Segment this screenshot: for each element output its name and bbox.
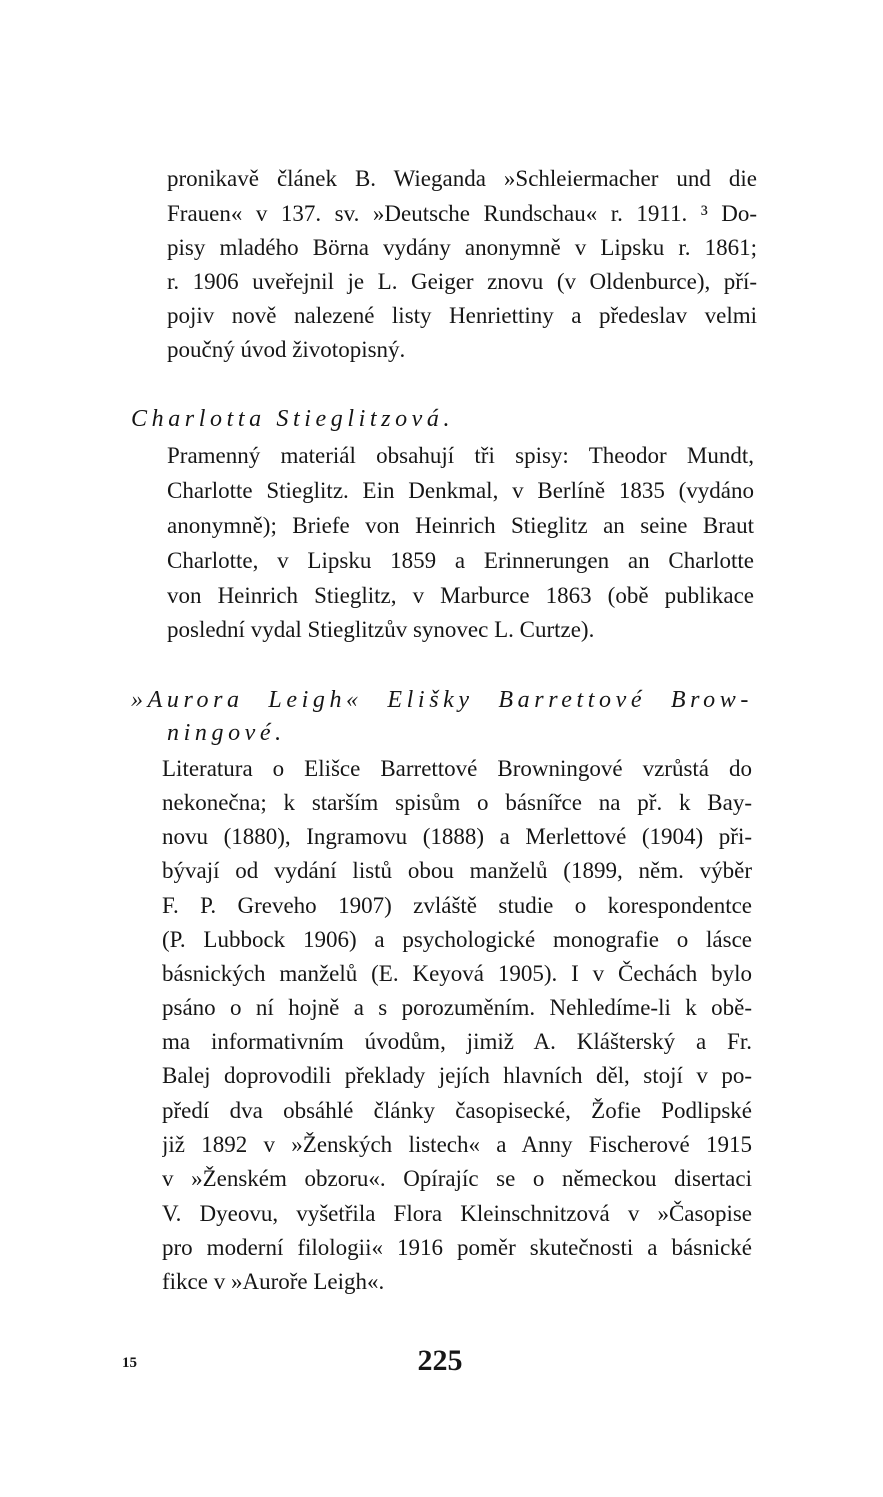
section-heading-stieglitzova: Charlotta Stieglitzová. [131,406,455,432]
section-heading-aurora-leigh-line-2: ningové. [167,720,286,746]
section-2-line-3: anonymně); Briefe von Heinrich Stieglitz an seine Braut [167,513,754,538]
section-3-line-1: Literatura o Elišce Barrettové Browningové vzrůstá do [162,756,752,781]
page-number: 225 [417,1344,463,1377]
section-2-line-2: Charlotte Stieglitz. Ein Denkmal, v Berlíně 1835 (vydáno [167,478,754,503]
section-2-line-6: poslední vydal Stieglitzův synovec L. Curtze). [167,617,595,642]
section-3-line-10: Balej doprovodili překlady jejích hlavních děl, stojí v po- [162,1063,752,1088]
section-3-line-11: předí dva obsáhlé články časopisecké, Žofie Podlipské [162,1098,752,1123]
section-3-line-15: pro moderní filologii« 1916 poměr skutečnosti a básnické [162,1235,752,1260]
section-heading-aurora-leigh-line-1: »Aurora Leigh« Elišky Barrettové Brow- [131,687,753,713]
section-3-line-16: fikce v »Auroře Leigh«. [162,1269,385,1294]
paragraph-1-line-2: Frauen« v 137. sv. »Deutsche Rundschau« r. 1911. ³ Do- [167,201,757,226]
section-3-line-9: ma informativním úvodům, jimiž A. Klášterský a Fr. [162,1029,752,1054]
paragraph-1-line-6: poučný úvod životopisný. [167,337,406,362]
section-3-line-2: nekonečna; k starším spisům o básnířce na př. k Bay- [162,790,752,815]
paragraph-1-line-4: r. 1906 uveřejnil je L. Geiger znovu (v Oldenburce), pří- [167,269,757,294]
section-3-line-6: (P. Lubbock 1906) a psychologické monografie o lásce [162,927,752,952]
section-3-line-5: F. P. Greveho 1907) zvláště studie o korespondentce [162,893,752,918]
signature-mark: 15 [122,1355,137,1371]
section-2-line-5: von Heinrich Stieglitz, v Marburce 1863 (obě publikace [167,583,754,608]
section-3-line-8: psáno o ní hojně a s porozuměním. Nehledíme-li k obě- [162,995,752,1020]
section-3-line-13: v »Ženském obzoru«. Opírajíc se o německou disertaci [162,1166,752,1191]
section-3-line-4: bývají od vydání listů obou manželů (1899, něm. výběr [162,858,752,883]
section-3-line-3: novu (1880), Ingramovu (1888) a Merlettové (1904) při- [162,824,752,849]
paragraph-1-line-5: pojiv nově nalezené listy Henriettiny a předeslav velmi [167,303,757,328]
section-3-line-12: již 1892 v »Ženských listech« a Anny Fischerové 1915 [162,1132,752,1157]
section-2-line-1: Pramenný materiál obsahují tři spisy: Theodor Mundt, [167,443,754,468]
section-3-line-14: V. Dyeovu, vyšetřila Flora Kleinschnitzová v »Časopise [162,1201,752,1226]
paragraph-1-line-1: pronikavě článek B. Wieganda »Schleiermacher und die [167,166,757,191]
section-3-line-7: básnických manželů (E. Keyová 1905). I v Čechách bylo [162,961,752,986]
paragraph-1-line-3: pisy mladého Börna vydány anonymně v Lipsku r. 1861; [167,235,757,260]
section-2-line-4: Charlotte, v Lipsku 1859 a Erinnerungen an Charlotte [167,548,754,573]
